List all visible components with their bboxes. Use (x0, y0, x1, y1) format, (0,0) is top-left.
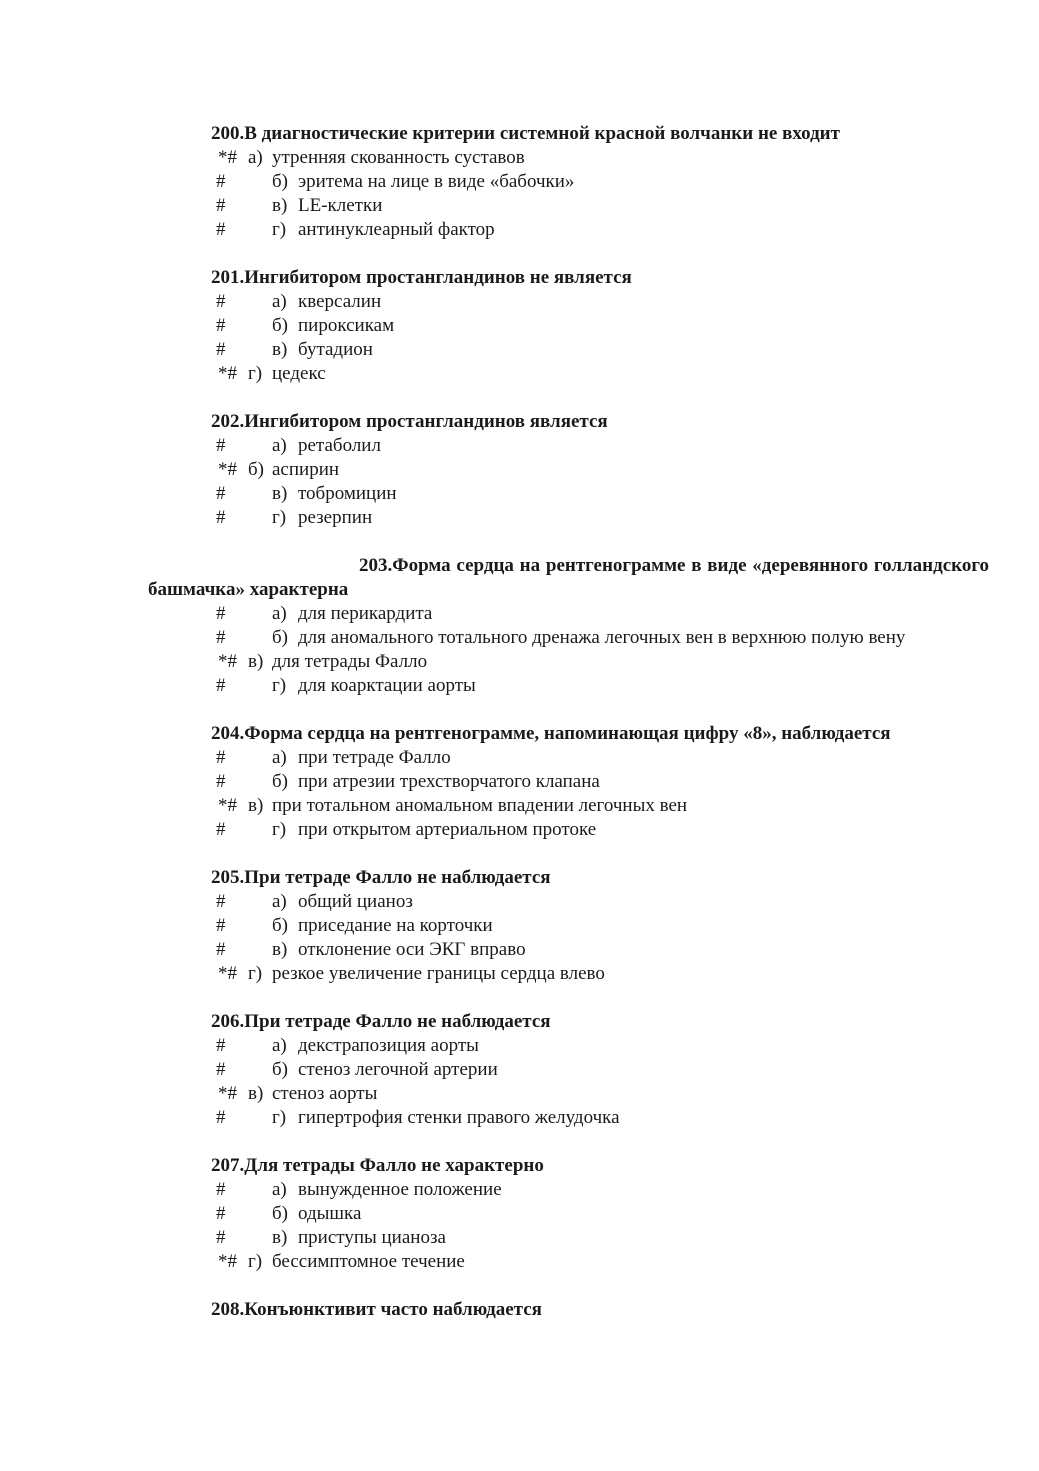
answer-text: при тетраде Фалло (298, 747, 451, 768)
answer-letter: а) (248, 147, 263, 168)
answer-marker: *# (218, 963, 237, 984)
answer-letter: в) (248, 1083, 264, 1104)
question-block (0, 1010, 1039, 1130)
answer-letter: б) (272, 171, 288, 192)
answer-option (0, 914, 1039, 938)
answer-text: стеноз аорты (272, 1083, 378, 1104)
answer-text: эритема на лице в виде «бабочки» (298, 171, 575, 192)
answer-text: при атрезии трехстворчатого клапана (298, 771, 600, 792)
answer-option (0, 1226, 1039, 1250)
answer-letter: а) (272, 747, 287, 768)
answer-letter: в) (272, 339, 288, 360)
answer-letter: в) (248, 795, 264, 816)
answer-letter: б) (272, 1203, 288, 1224)
answer-marker: # (216, 507, 226, 528)
answer-letter: б) (272, 315, 288, 336)
answer-option (0, 1058, 1039, 1082)
answer-option (0, 1106, 1039, 1130)
answer-text: для аномального тотального дренажа легочных вен в верхнюю полую вену (298, 627, 906, 648)
question-title: 204.Форма сердца на рентгенограмме, напоминающая цифру «8», наблюдается (211, 723, 891, 744)
answer-marker: *# (218, 147, 237, 168)
answer-text: резкое увеличение границы сердца влево (272, 963, 605, 984)
answer-letter: а) (272, 603, 287, 624)
answer-letter: г) (248, 363, 263, 384)
answer-option (0, 482, 1039, 506)
question-block (0, 866, 1039, 986)
answer-letter: б) (272, 627, 288, 648)
answer-marker: # (216, 1035, 226, 1056)
answer-letter: а) (272, 891, 287, 912)
answer-text: цедекс (272, 363, 326, 384)
answer-text: стеноз легочной артерии (298, 1059, 498, 1080)
answer-letter: г) (272, 219, 287, 240)
answer-marker: # (216, 771, 226, 792)
answer-letter: г) (272, 1107, 287, 1128)
answer-letter: г) (272, 819, 287, 840)
answer-marker: # (216, 891, 226, 912)
answer-marker: # (216, 747, 226, 768)
answer-marker: *# (218, 795, 237, 816)
answer-option-correct (0, 146, 1039, 170)
answer-letter: г) (272, 507, 287, 528)
answer-option (0, 290, 1039, 314)
answer-text: приседание на корточки (298, 915, 493, 936)
answer-option-correct (0, 650, 1039, 674)
answer-text: для перикардита (298, 603, 433, 624)
question-title: 202.Ингибитором простангландинов является (211, 411, 608, 432)
answer-marker: # (216, 603, 226, 624)
answer-marker: # (216, 195, 226, 216)
answer-text: гипертрофия стенки правого желудочка (298, 1107, 620, 1128)
answer-option-correct (0, 362, 1039, 386)
question-block (0, 1154, 1039, 1274)
answer-marker: # (216, 171, 226, 192)
answer-text: аспирин (272, 459, 340, 480)
answer-option (0, 890, 1039, 914)
answer-option (0, 818, 1039, 842)
question-title: 208.Конъюнктивит часто наблюдается (211, 1299, 542, 1320)
answer-option (0, 1034, 1039, 1058)
answer-option (0, 770, 1039, 794)
answer-text: декстрапозиция аорты (298, 1035, 479, 1056)
answer-text: одышка (298, 1203, 362, 1224)
answer-marker: # (216, 339, 226, 360)
answer-letter: б) (272, 915, 288, 936)
answer-letter: в) (248, 651, 264, 672)
answer-option (0, 602, 1039, 626)
question-title: 201.Ингибитором простангландинов не является (211, 267, 632, 288)
answer-text: тобромицин (298, 483, 397, 504)
answer-letter: б) (248, 459, 264, 480)
answer-marker: # (216, 627, 226, 648)
answer-text: при открытом артериальном протоке (298, 819, 597, 840)
answer-marker: # (216, 291, 226, 312)
answer-option (0, 338, 1039, 362)
question-title: 203.Форма сердца на рентгенограмме в виде «деревянного голландского башмачка» характерна (148, 555, 989, 600)
answer-letter: б) (272, 771, 288, 792)
question-block (0, 1298, 1039, 1322)
answer-text: приступы цианоза (298, 1227, 446, 1248)
answer-letter: г) (272, 675, 287, 696)
answer-text: при тотальном аномальном впадении легочных вен (272, 795, 688, 816)
answer-letter: а) (272, 435, 287, 456)
answer-marker: # (216, 315, 226, 336)
answer-text: резерпин (298, 507, 373, 528)
answer-marker: # (216, 675, 226, 696)
answer-text: бутадион (298, 339, 373, 360)
answer-text: общий цианоз (298, 891, 413, 912)
answer-text: антинуклеарный фактор (298, 219, 495, 240)
answer-option (0, 434, 1039, 458)
answer-letter: г) (248, 1251, 263, 1272)
question-block (0, 266, 1039, 386)
answer-letter: в) (272, 1227, 288, 1248)
answer-marker: *# (218, 1251, 237, 1272)
answer-marker: # (216, 483, 226, 504)
question-title: 200.В диагностические критерии системной красной волчанки не входит (211, 123, 840, 144)
answer-text: вынужденное положение (298, 1179, 502, 1200)
answer-marker: # (216, 1227, 226, 1248)
answer-option (0, 218, 1039, 242)
question-title: 206.При тетраде Фалло не наблюдается (211, 1011, 551, 1032)
question-block (0, 410, 1039, 530)
question-title: 207.Для тетрады Фалло не характерно (211, 1155, 544, 1176)
answer-letter: б) (272, 1059, 288, 1080)
answer-marker: # (216, 1203, 226, 1224)
answer-marker: # (216, 819, 226, 840)
answer-letter: г) (248, 963, 263, 984)
answer-marker: # (216, 1059, 226, 1080)
answer-option (0, 170, 1039, 194)
answer-letter: в) (272, 195, 288, 216)
answer-marker: # (216, 219, 226, 240)
answer-option (0, 938, 1039, 962)
answer-option-correct (0, 1250, 1039, 1274)
question-title: 205.При тетраде Фалло не наблюдается (211, 867, 551, 888)
question-block (0, 554, 1039, 698)
answer-letter: в) (272, 483, 288, 504)
answer-text: для коарктации аорты (298, 675, 476, 696)
answer-marker: *# (218, 651, 237, 672)
answer-marker: *# (218, 363, 237, 384)
answer-option (0, 746, 1039, 770)
answer-option (0, 506, 1039, 530)
answer-option-correct (0, 962, 1039, 986)
answer-option (0, 314, 1039, 338)
answer-text: кверсалин (298, 291, 382, 312)
answer-text: бессимптомное течение (272, 1251, 465, 1272)
answer-text: пироксикам (298, 315, 395, 336)
answer-marker: # (216, 1107, 226, 1128)
answer-marker: *# (218, 1083, 237, 1104)
answer-option (0, 674, 1039, 698)
answer-option (0, 626, 1039, 650)
answer-option (0, 1178, 1039, 1202)
answer-text: ретаболил (298, 435, 381, 456)
question-block (0, 722, 1039, 842)
answer-letter: а) (272, 1035, 287, 1056)
answer-text: для тетрады Фалло (272, 651, 428, 672)
answer-option (0, 1202, 1039, 1226)
answer-letter: в) (272, 939, 288, 960)
answer-marker: # (216, 939, 226, 960)
answer-letter: а) (272, 1179, 287, 1200)
answer-text: LE-клетки (298, 195, 383, 216)
answer-marker: # (216, 1179, 226, 1200)
answer-option-correct (0, 1082, 1039, 1106)
answer-marker: *# (218, 459, 237, 480)
answer-marker: # (216, 915, 226, 936)
answer-text: отклонение оси ЭКГ вправо (298, 939, 526, 960)
answer-option-correct (0, 794, 1039, 818)
question-list (0, 122, 1039, 1346)
answer-marker: # (216, 435, 226, 456)
answer-option-correct (0, 458, 1039, 482)
answer-text: утренняя скованность суставов (272, 147, 525, 168)
answer-option (0, 194, 1039, 218)
answer-letter: а) (272, 291, 287, 312)
question-block (0, 122, 1039, 242)
